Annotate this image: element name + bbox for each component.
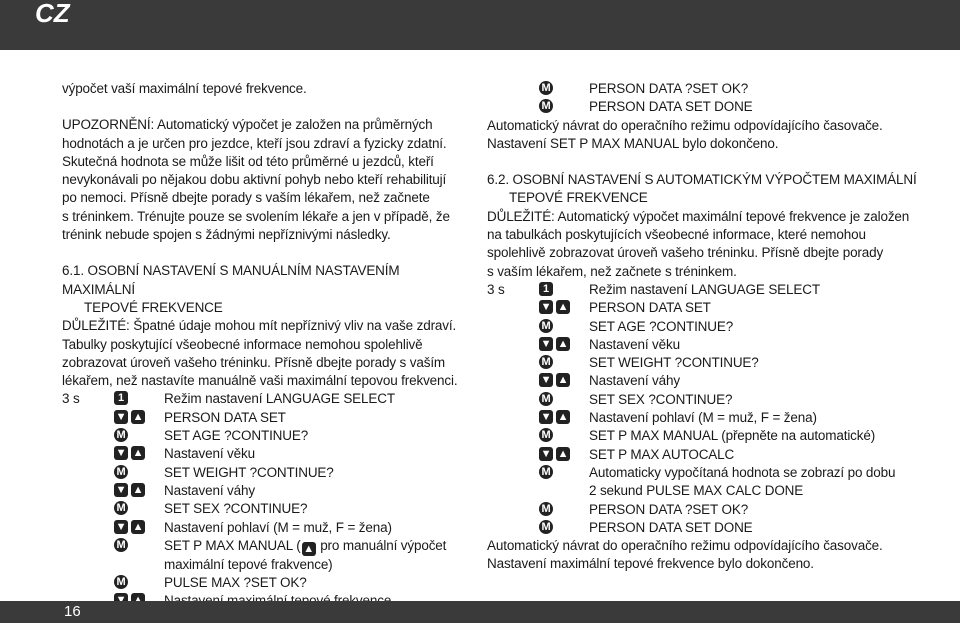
step-text-continuation: maximální tepové frakvence) [164, 556, 333, 572]
page-number: 16 [64, 603, 81, 620]
step-keys [539, 501, 589, 516]
step-text-part: SET P MAX MANUAL ( [164, 537, 301, 553]
step-keys [114, 500, 164, 515]
intro-text: výpočet vaší maximální tepové frekvence. [62, 81, 307, 96]
step-text [164, 445, 462, 463]
step-keys [114, 427, 164, 442]
step-text [589, 391, 927, 409]
step-text [589, 354, 927, 372]
step-text [589, 80, 927, 98]
step-text [589, 427, 927, 445]
mode-button-icon: M [539, 355, 553, 369]
instruction-step [487, 391, 927, 409]
step-text-main: Nastavení pohlaví (M = muž, F = žena) [589, 410, 817, 426]
step-text-main: Režim nastavení LANGUAGE SELECT [164, 391, 395, 407]
step-text-main: Nastavení věku [164, 446, 255, 462]
mode-button-icon: M [114, 575, 128, 589]
instruction-step [62, 500, 462, 518]
auto-return-text: Automatický návrat do operačního režimu odpovídajícího časovače. [487, 117, 883, 133]
up-button-icon: ▲ [132, 483, 144, 496]
mode-button-icon: M [539, 392, 553, 406]
up-button-icon: ▲ [557, 447, 569, 460]
step-text-main: PERSON DATA SET [164, 409, 286, 425]
step-text [589, 98, 927, 116]
step-keys [539, 281, 589, 296]
right-top-steps [487, 80, 927, 117]
step-text-main: PULSE MAX ?SET OK? [164, 575, 307, 591]
right-column [487, 80, 927, 574]
up-button-icon: ▲ [557, 374, 569, 387]
button-1-icon: 1 [114, 391, 128, 405]
instruction-step [62, 427, 462, 445]
step-text [589, 281, 927, 299]
step-text [164, 500, 462, 518]
instruction-step [487, 409, 927, 427]
important-line: Tabulky poskytující všeobecné informace nemohou spolehlivě [62, 336, 423, 352]
up-button-icon: ▲ [132, 520, 144, 533]
step-text-main: SET AGE ?CONTINUE? [589, 318, 734, 334]
step-text-main: SET SEX ?CONTINUE? [164, 501, 308, 517]
step-text-main: PERSON DATA SET DONE [589, 519, 753, 535]
instruction-step [487, 80, 927, 98]
step-keys [114, 574, 164, 589]
instruction-step [62, 390, 462, 408]
instruction-step [487, 336, 927, 354]
up-button-icon: ▲ [132, 447, 144, 460]
step-keys [114, 445, 164, 460]
mode-button-icon: M [114, 465, 128, 479]
step-keys [539, 80, 589, 95]
step-text-main: SET WEIGHT ?CONTINUE? [164, 464, 334, 480]
down-button-icon: ▼ [540, 337, 552, 350]
instruction-step [487, 427, 927, 445]
instruction-step [487, 446, 927, 464]
up-button-icon: ▲ [557, 411, 569, 424]
step-text [164, 427, 462, 445]
up-button-icon: ▲ [132, 410, 144, 423]
down-button-icon: ▼ [115, 520, 127, 533]
instruction-step [487, 299, 927, 317]
step-text [589, 409, 927, 427]
section-heading-cont: TEPOVÉ FREKVENCE [509, 190, 648, 206]
step-text-main: SET AGE ?CONTINUE? [164, 428, 309, 444]
step-text [164, 409, 462, 427]
step-duration: 3 s [62, 391, 80, 407]
step-text-main: SET SEX ?CONTINUE? [589, 391, 733, 407]
section-heading-cont: TEPOVÉ FREKVENCE [84, 299, 223, 315]
up-button-icon: ▲ [557, 337, 569, 350]
step-duration: 3 s [487, 281, 505, 297]
step-text-main: Nastavení věku [589, 336, 680, 352]
warning-line: hodnotách a je určen pro jezdce, kteří jsou zdraví a fyzicky zdatní. [62, 135, 447, 151]
mode-button-icon: M [114, 501, 128, 515]
step-text [164, 537, 462, 574]
step-keys [539, 391, 589, 406]
step-keys [539, 336, 589, 351]
warning-paragraph [62, 116, 462, 244]
step-text [589, 336, 927, 354]
step-keys [539, 318, 589, 333]
button-1-icon: 1 [539, 282, 553, 296]
step-keys [539, 464, 589, 479]
header-bar [0, 0, 960, 50]
step-keys [539, 354, 589, 369]
instruction-step [62, 574, 462, 592]
mode-button-icon: M [539, 99, 553, 113]
section-heading: 6.2. OSOBNÍ NASTAVENÍ S AUTOMATICKÝM VÝPOČTEM MAXIMÁLNÍ [487, 172, 917, 188]
step-text-main: Automaticky vypočítaná hodnota se zobrazí po dobu [589, 464, 896, 480]
step-text [589, 446, 927, 464]
instruction-step [487, 281, 927, 299]
warning-line: po nemoci. Přísně dbejte porady s vaším lékařem, než začnete [62, 190, 430, 206]
step-keys [114, 409, 164, 424]
important-line: s vaším lékařem, než začnete s tréninkem. [487, 263, 737, 279]
step-text-main: SET P MAX MANUAL (přepněte na automatické) [589, 428, 876, 444]
mode-button-icon: M [114, 538, 128, 552]
instruction-step [487, 98, 927, 116]
step-keys [539, 446, 589, 461]
step-text-main: Nastavení váhy [164, 482, 255, 498]
step-text [589, 318, 927, 336]
mode-button-icon: M [539, 81, 553, 95]
down-button-icon: ▼ [540, 411, 552, 424]
step-text-continuation: 2 sekund PULSE MAX CALC DONE [589, 483, 804, 499]
up-button-icon: ▲ [557, 301, 569, 314]
warning-line: UPOZORNĚNÍ: Automatický výpočet je založen na průměrných [62, 117, 433, 133]
mode-button-icon: M [539, 428, 553, 442]
step-text-main: SET WEIGHT ?CONTINUE? [589, 355, 759, 371]
step-text [589, 299, 927, 317]
instruction-step [487, 318, 927, 336]
step-text [164, 464, 462, 482]
step-text-main: SET P MAX AUTOCALC [589, 446, 735, 462]
important-line: na tabulkách poskytujících všeobecné informace, které nemohou [487, 227, 866, 243]
step-text-main: Nastavení váhy [589, 373, 680, 389]
important-line: DŮLEŽITÉ: Špatné údaje mohou mít nepříznivý vliv na vaše zdraví. [62, 318, 457, 334]
section-heading: 6.1. OSOBNÍ NASTAVENÍ S MANUÁLNÍM NASTAVENÍM MAXIMÁLNÍ [62, 263, 400, 297]
done-text: Nastavení maximální tepové frekvence bylo dokončeno. [487, 556, 814, 572]
step-keys [114, 482, 164, 497]
step-text [164, 482, 462, 500]
step-keys [114, 390, 164, 405]
mode-button-icon: M [114, 428, 128, 442]
instruction-step [62, 464, 462, 482]
mode-button-icon: M [539, 520, 553, 534]
warning-line: Skutečná hodnota se může lišit od této průměrné u jezdců, kteří [62, 153, 434, 169]
important-line: zobrazovat úroveň vašeho tréninku. Přísně dbejte porady s vaším [62, 354, 446, 370]
step-text-main: Režim nastavení LANGUAGE SELECT [589, 281, 820, 297]
right-steps-list [487, 281, 927, 537]
important-paragraph [62, 317, 462, 390]
step-text [164, 574, 462, 592]
step-keys [114, 464, 164, 479]
instruction-step [62, 409, 462, 427]
step-keys [539, 372, 589, 387]
step-text-main: PERSON DATA SET [589, 300, 711, 316]
instruction-step [487, 372, 927, 390]
step-keys [539, 519, 589, 534]
auto-return-text: Automatický návrat do operačního režimu odpovídajícího časovače. [487, 538, 883, 554]
down-button-icon: ▼ [115, 410, 127, 423]
step-text [589, 501, 927, 519]
step-keys [539, 427, 589, 442]
step-keys [539, 299, 589, 314]
step-text-main: Nastavení pohlaví (M = muž, F = žena) [164, 519, 392, 535]
step-text [164, 390, 462, 408]
warning-line: trénink nebude spojen s žádnými nepříznivými následky. [62, 227, 391, 243]
down-button-icon: ▼ [540, 374, 552, 387]
left-column [62, 80, 462, 611]
step-text-main: PERSON DATA SET DONE [589, 99, 753, 115]
up-button-icon: ▲ [303, 542, 314, 555]
mode-button-icon: M [539, 465, 553, 479]
step-keys [114, 537, 164, 552]
step-text [589, 372, 927, 390]
instruction-step [62, 445, 462, 463]
step-text [589, 519, 927, 537]
step-text [164, 519, 462, 537]
step-text [589, 464, 927, 501]
instruction-step [62, 482, 462, 500]
down-button-icon: ▼ [540, 301, 552, 314]
step-text-main: PERSON DATA ?SET OK? [589, 501, 749, 517]
instruction-step [487, 464, 927, 501]
down-button-icon: ▼ [115, 447, 127, 460]
instruction-step [487, 519, 927, 537]
important-line: DŮLEŽITÉ: Automatický výpočet maximální tepové frekvence je založen [487, 208, 910, 224]
mode-button-icon: M [539, 319, 553, 333]
step-keys [114, 519, 164, 534]
instruction-step [62, 519, 462, 537]
warning-line: s tréninkem. Trénujte pouze se svolením lékaře a jen v případě, že [62, 208, 450, 224]
step-keys [539, 409, 589, 424]
instruction-step [487, 354, 927, 372]
left-steps-list [62, 390, 462, 610]
warning-line: nevykonávali po nějakou dobu aktivní pohyb nebo kteří rehabilitují [62, 172, 447, 188]
down-button-icon: ▼ [540, 447, 552, 460]
instruction-step [62, 537, 462, 574]
done-text: Nastavení SET P MAX MANUAL bylo dokončeno. [487, 135, 779, 151]
language-label: CZ [35, 0, 70, 28]
step-text-main: PERSON DATA ?SET OK? [589, 81, 749, 96]
step-keys [539, 98, 589, 113]
important-paragraph [487, 208, 927, 281]
mode-button-icon: M [539, 502, 553, 516]
important-line: lékařem, než nastavíte manuálně vaši maximální tepovou frekvenci. [62, 373, 458, 389]
footer-bar [0, 601, 960, 623]
important-line: spolehlivě zobrazovat úroveň vašeho tréninku. Přísně dbejte porady [487, 245, 884, 261]
instruction-step [487, 501, 927, 519]
down-button-icon: ▼ [115, 483, 127, 496]
step-text-part: pro manuální výpočet [316, 537, 447, 553]
